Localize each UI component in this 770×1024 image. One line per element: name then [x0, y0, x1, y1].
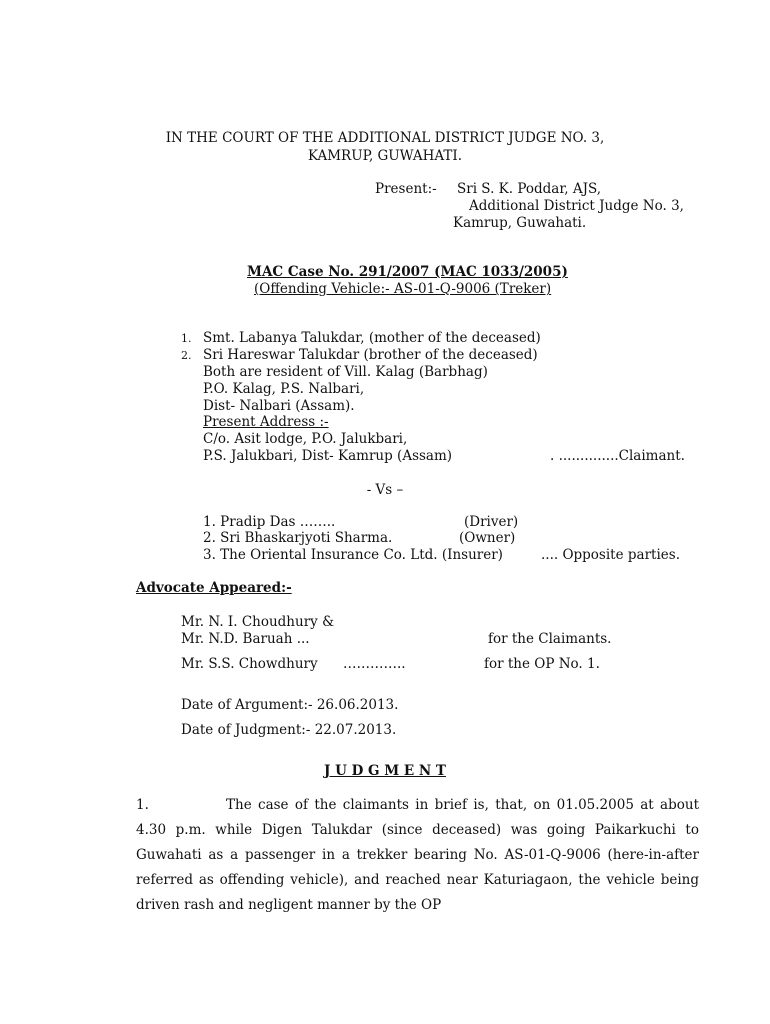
- advocate-line3: Mr. S.S. Chowdhury: [181, 656, 318, 672]
- claimant-1-number: 1.: [181, 332, 192, 345]
- advocate-line3-dots: …………..: [343, 656, 406, 672]
- claimant-dist: Dist- Nalbari (Assam).: [203, 398, 355, 414]
- present-label: Present:-: [375, 181, 437, 197]
- op-1-name: 1. Pradip Das ……..: [203, 514, 336, 530]
- court-title-line1: IN THE COURT OF THE ADDITIONAL DISTRICT JUDGE NO. 3,: [165, 130, 605, 146]
- case-vehicle: (Offending Vehicle:- AS-01-Q-9006 (Treker): [254, 281, 552, 297]
- present-designation: Additional District Judge No. 3,: [469, 198, 684, 214]
- op-3-name: 3. The Oriental Insurance Co. Ltd. (Insurer): [203, 547, 503, 563]
- paragraph-text: The case of the claimants in brief is, that, on 01.05.2005 at about 4.30 p.m. while Digen Talukdar (since deceased) was going Paikarkuchi to Guwahati as a passenger in a trekker bearing No. AS-01-Q-9006 (here-in-after referred as offending vehicle), and reached near Katuriagaon, the vehicle being driven rash and negligent manner by the OP: [136, 797, 699, 913]
- present-place: Kamrup, Guwahati.: [453, 215, 587, 231]
- date-of-judgment: Date of Judgment:- 22.07.2013.: [181, 722, 397, 738]
- date-of-argument: Date of Argument:- 26.06.2013.: [181, 697, 399, 713]
- opposite-parties-label: .... Opposite parties.: [541, 547, 680, 563]
- paragraph-number: 1.: [136, 797, 149, 813]
- judgment-heading: J U D G M E N T: [324, 763, 446, 779]
- claimant-resident: Both are resident of Vill. Kalag (Barbhag): [203, 364, 488, 380]
- claimant-1-name: Smt. Labanya Talukdar, (mother of the deceased): [203, 330, 541, 346]
- claimant-role: . ..............Claimant.: [550, 448, 685, 464]
- op-1-role: (Driver): [464, 514, 519, 530]
- claimant-po: P.O. Kalag, P.S. Nalbari,: [203, 381, 365, 397]
- versus: - Vs –: [366, 482, 404, 498]
- advocate-line1: Mr. N. I. Choudhury &: [181, 614, 335, 630]
- claimant-ps: P.S. Jalukbari, Dist- Kamrup (Assam): [203, 448, 453, 464]
- op-2-name: 2. Sri Bhaskarjyoti Sharma.: [203, 530, 393, 546]
- present-address-label: Present Address :-: [203, 414, 329, 430]
- claimant-co: C/o. Asit lodge, P.O. Jalukbari,: [203, 431, 408, 447]
- claimant-2-number: 2.: [181, 349, 192, 362]
- claimant-2-name: Sri Hareswar Talukdar (brother of the deceased): [203, 347, 538, 363]
- judgment-paragraph-1: [136, 793, 699, 918]
- op-2-role: (Owner): [459, 530, 516, 546]
- court-title-line2: KAMRUP, GUWAHATI.: [307, 148, 463, 164]
- advocate-line3-for: for the OP No. 1.: [484, 656, 600, 672]
- advocate-heading: Advocate Appeared:-: [136, 580, 292, 596]
- case-number: MAC Case No. 291/2007 (MAC 1033/2005): [247, 264, 568, 280]
- advocate-line2-for: for the Claimants.: [488, 631, 612, 647]
- present-judge: Sri S. K. Poddar, AJS,: [457, 181, 602, 197]
- advocate-line2: Mr. N.D. Baruah ...: [181, 631, 310, 647]
